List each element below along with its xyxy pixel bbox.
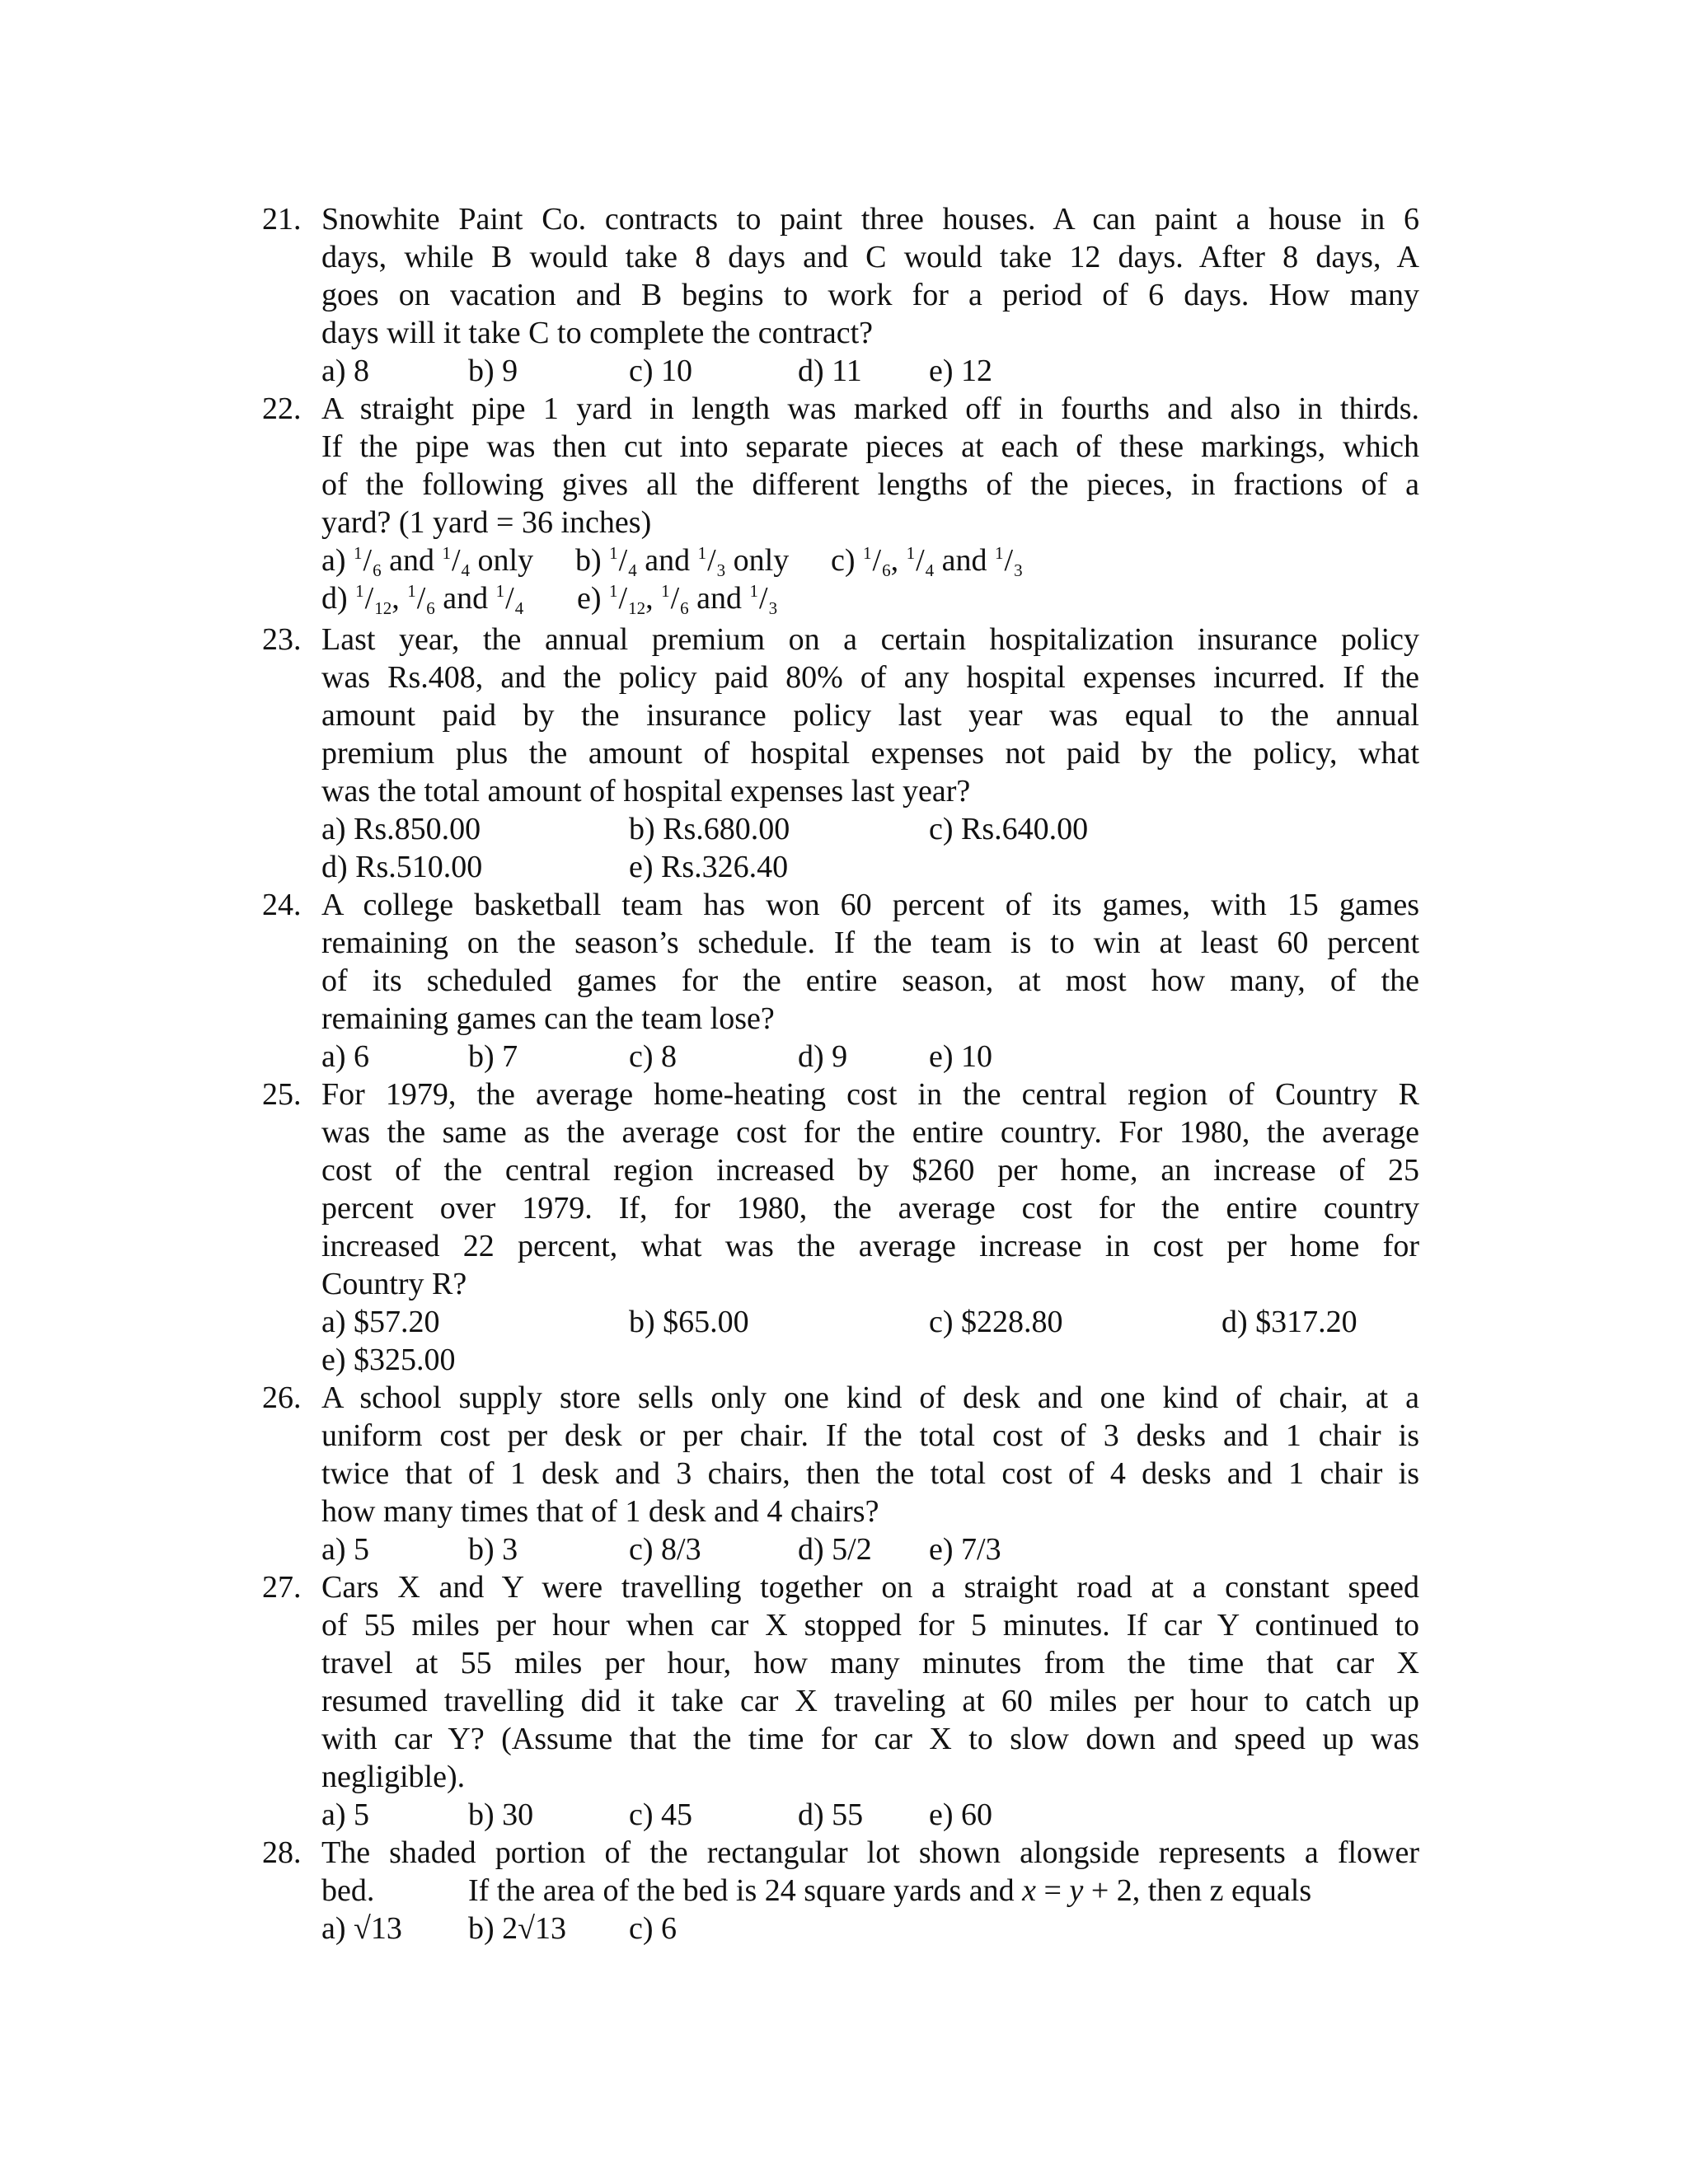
answer-option: e) 60 <box>929 1797 993 1832</box>
numerator: 1 <box>906 543 916 563</box>
numerator: 1 <box>354 543 363 563</box>
question-text-line: was the total amount of hospital expenses last year? <box>321 774 971 808</box>
answer-option: c) Rs.640.00 <box>929 812 1089 846</box>
question-text-line: with car Y? (Assume that the time for car X to slow down and speed up was <box>321 1722 1419 1756</box>
question-text-line: was the same as the average cost for the entire country. For 1980, the average <box>321 1115 1419 1150</box>
text-segment: + 2, then z equals <box>1083 1873 1312 1908</box>
answer-option: b) 30 <box>468 1797 534 1832</box>
fraction: $^1/_6$ <box>661 581 689 618</box>
denominator: 4 <box>461 560 471 580</box>
fraction: $^1/_3$ <box>749 581 778 618</box>
variable-x: x <box>1022 1873 1036 1908</box>
option-word: only <box>733 543 790 578</box>
question-number: 26. <box>262 1380 302 1415</box>
numerator: 1 <box>661 581 670 601</box>
option-label: a) <box>321 543 346 578</box>
answer-option: a) 6 <box>321 1039 370 1074</box>
answer-option-fraction: c) $^1/_6$, $^1/_4$ and $^1/_3$ <box>831 543 1023 580</box>
question-text-line: twice that of 1 desk and 3 chairs, then the total cost of 4 desks and 1 chair is <box>321 1456 1419 1491</box>
answer-option: b) Rs.680.00 <box>629 812 790 846</box>
answer-option: c) 8/3 <box>629 1532 701 1567</box>
question-text-line: A school supply store sells only one kind of desk and one kind of chair, at a <box>321 1380 1419 1415</box>
question-text-line: uniform cost per desk or per chair. If the total cost of 3 desks and 1 chair is <box>321 1418 1419 1453</box>
answer-option: c) 45 <box>629 1797 693 1832</box>
fraction: $^1/_4$ <box>442 543 471 580</box>
fraction: $^1/_3$ <box>995 543 1023 580</box>
question-text-line: cost of the central region increased by $260 per home, an increase of 25 <box>321 1153 1419 1188</box>
answer-option: d) $317.20 <box>1221 1305 1357 1339</box>
answer-option: d) 55 <box>798 1797 864 1832</box>
question-number: 28. <box>262 1835 302 1870</box>
question-text-line: travel at 55 miles per hour, how many minutes from the time that car X <box>321 1646 1419 1680</box>
numerator: 1 <box>749 581 759 601</box>
answer-option: d) 11 <box>798 354 862 388</box>
answer-option: b) 3 <box>468 1532 518 1567</box>
option-word: and <box>645 543 691 578</box>
question-number: 23. <box>262 622 302 657</box>
answer-option-fraction: e) $^1/_{12}$, $^1/_6$ and $^1/_3$ <box>577 581 778 618</box>
answer-option: e) 7/3 <box>929 1532 1001 1567</box>
answer-option: c) $228.80 <box>929 1305 1063 1339</box>
answer-option-fraction <box>321 541 533 579</box>
answer-option: b) 7 <box>468 1039 518 1074</box>
question-text-line: A college basketball team has won 60 percent of its games, with 15 games <box>321 888 1419 922</box>
denominator: 4 <box>628 560 637 580</box>
denominator: 4 <box>925 560 935 580</box>
question-text-line: of the following gives all the different lengths of the pieces, in fractions of a <box>321 467 1419 502</box>
numerator: 1 <box>355 581 364 601</box>
option-word: only <box>477 543 534 578</box>
option-word: and <box>443 581 489 616</box>
question-number: 25. <box>262 1077 302 1112</box>
answer-option: b) $65.00 <box>629 1305 749 1339</box>
question-text-line: negligible). <box>321 1760 466 1794</box>
numerator: 1 <box>407 581 416 601</box>
answer-option: d) 5/2 <box>798 1532 872 1567</box>
question-text-line: For 1979, the average home-heating cost in the central region of Country R <box>321 1077 1419 1112</box>
question-text-line: bed. <box>321 1873 375 1908</box>
denominator: 4 <box>514 598 524 618</box>
text-segment: = <box>1036 1873 1070 1908</box>
numerator: 1 <box>495 581 505 601</box>
question-number: 22. <box>262 391 302 426</box>
fraction: $^1/_4$ <box>609 543 637 580</box>
fraction: $^1/_6$ <box>863 543 891 580</box>
denominator: 6 <box>373 560 382 580</box>
question-text-line: Country R? <box>321 1267 467 1301</box>
fraction: $^1/_{12}$ <box>609 581 646 618</box>
numerator: 1 <box>609 581 618 601</box>
fraction: $^1/_4$ <box>906 543 935 580</box>
answer-option: e) $325.00 <box>321 1343 456 1377</box>
variable-y: y <box>1069 1873 1084 1908</box>
fraction: $^1/_{12}$ <box>355 581 392 618</box>
answer-option: c) 8 <box>629 1039 678 1074</box>
answer-option: a) Rs.850.00 <box>321 812 481 846</box>
denominator: 6 <box>680 598 689 618</box>
option-label: c) <box>831 543 856 578</box>
numerator: 1 <box>442 543 451 563</box>
question-text-line: goes on vacation and B begins to work for a period of 6 days. How many <box>321 278 1419 312</box>
question-text-line: remaining games can the team lose? <box>321 1001 775 1036</box>
answer-option: b) 2√13 <box>468 1911 567 1946</box>
answer-option: e) 10 <box>929 1039 993 1074</box>
question-text-line: resumed travelling did it take car X traveling at 60 miles per hour to catch up <box>321 1684 1419 1718</box>
answer-option: a) $57.20 <box>321 1305 440 1339</box>
question-text-line: premium plus the amount of hospital expenses not paid by the policy, what <box>321 736 1419 771</box>
question-text-line: how many times that of 1 desk and 4 chairs? <box>321 1494 879 1529</box>
option-label: b) <box>575 543 602 578</box>
answer-option: c) 10 <box>629 354 693 388</box>
numerator: 1 <box>697 543 707 563</box>
answer-option: a) 5 <box>321 1532 370 1567</box>
question-text-line: days will it take C to complete the contract? <box>321 316 874 350</box>
denominator: 3 <box>1014 560 1023 580</box>
question-text-line: remaining on the season’s schedule. If the team is to win at least 60 percent <box>321 926 1419 960</box>
numerator: 1 <box>863 543 872 563</box>
question-text-line: of its scheduled games for the entire season, at most how many, of the <box>321 963 1419 998</box>
option-word: and <box>941 543 987 578</box>
question-number: 27. <box>262 1570 302 1605</box>
denominator: 6 <box>426 598 435 618</box>
denominator: 3 <box>768 598 778 618</box>
answer-option-fraction: d) $^1/_{12}$, $^1/_6$ and $^1/_4$ <box>321 581 524 618</box>
option-word: and <box>389 543 434 578</box>
denominator: 12 <box>374 598 392 618</box>
denominator: 3 <box>716 560 726 580</box>
answer-option: d) 9 <box>798 1039 848 1074</box>
option-label: e) <box>577 581 602 616</box>
denominator: 6 <box>882 560 891 580</box>
question-text-line: days, while B would take 8 days and C would take 12 days. After 8 days, A <box>321 240 1419 274</box>
question-text-line <box>468 1872 1311 1910</box>
answer-option: e) 12 <box>929 354 993 388</box>
fraction: $^1/_6$ <box>354 543 382 580</box>
option-word: and <box>696 581 743 616</box>
answer-option: a) 8 <box>321 354 370 388</box>
answer-option: e) Rs.326.40 <box>629 850 789 884</box>
fraction: $^1/_4$ <box>495 581 524 618</box>
question-text-line: increased 22 percent, what was the average increase in cost per home for <box>321 1229 1419 1263</box>
fraction: $^1/_6$ <box>407 581 435 618</box>
denominator: 12 <box>628 598 646 618</box>
question-number: 21. <box>262 202 302 237</box>
question-number: 24. <box>262 888 302 922</box>
text-segment: If the area of the bed is 24 square yards and <box>468 1873 1023 1908</box>
answer-option: d) Rs.510.00 <box>321 850 483 884</box>
question-text-line: If the pipe was then cut into separate pieces at each of these markings, which <box>321 429 1419 464</box>
question-text-line: Last year, the annual premium on a certain hospitalization insurance policy <box>321 622 1419 657</box>
numerator: 1 <box>609 543 618 563</box>
question-text-line: amount paid by the insurance policy last year was equal to the annual <box>321 698 1419 733</box>
answer-option: b) 9 <box>468 354 518 388</box>
question-text-line: Cars X and Y were travelling together on a straight road at a constant speed <box>321 1570 1419 1605</box>
question-text-line: yard? (1 yard = 36 inches) <box>321 505 652 540</box>
answer-option-fraction <box>575 541 789 579</box>
answer-option: c) 6 <box>629 1911 678 1946</box>
question-text-line: Snowhite Paint Co. contracts to paint three houses. A can paint a house in 6 <box>321 202 1419 237</box>
option-label: d) <box>321 581 348 616</box>
answer-option: a) 5 <box>321 1797 370 1832</box>
fraction: $^1/_3$ <box>697 543 726 580</box>
question-text-line: was Rs.408, and the policy paid 80% of any hospital expenses incurred. If the <box>321 660 1419 695</box>
question-text-line: The shaded portion of the rectangular lot shown alongside represents a flower <box>321 1835 1419 1870</box>
answer-option: a) √13 <box>321 1911 402 1946</box>
question-text-line: percent over 1979. If, for 1980, the average cost for the entire country <box>321 1191 1419 1226</box>
numerator: 1 <box>995 543 1004 563</box>
question-text-line: A straight pipe 1 yard in length was marked off in fourths and also in thirds. <box>321 391 1419 426</box>
question-text-line: of 55 miles per hour when car X stopped for 5 minutes. If car Y continued to <box>321 1608 1419 1643</box>
